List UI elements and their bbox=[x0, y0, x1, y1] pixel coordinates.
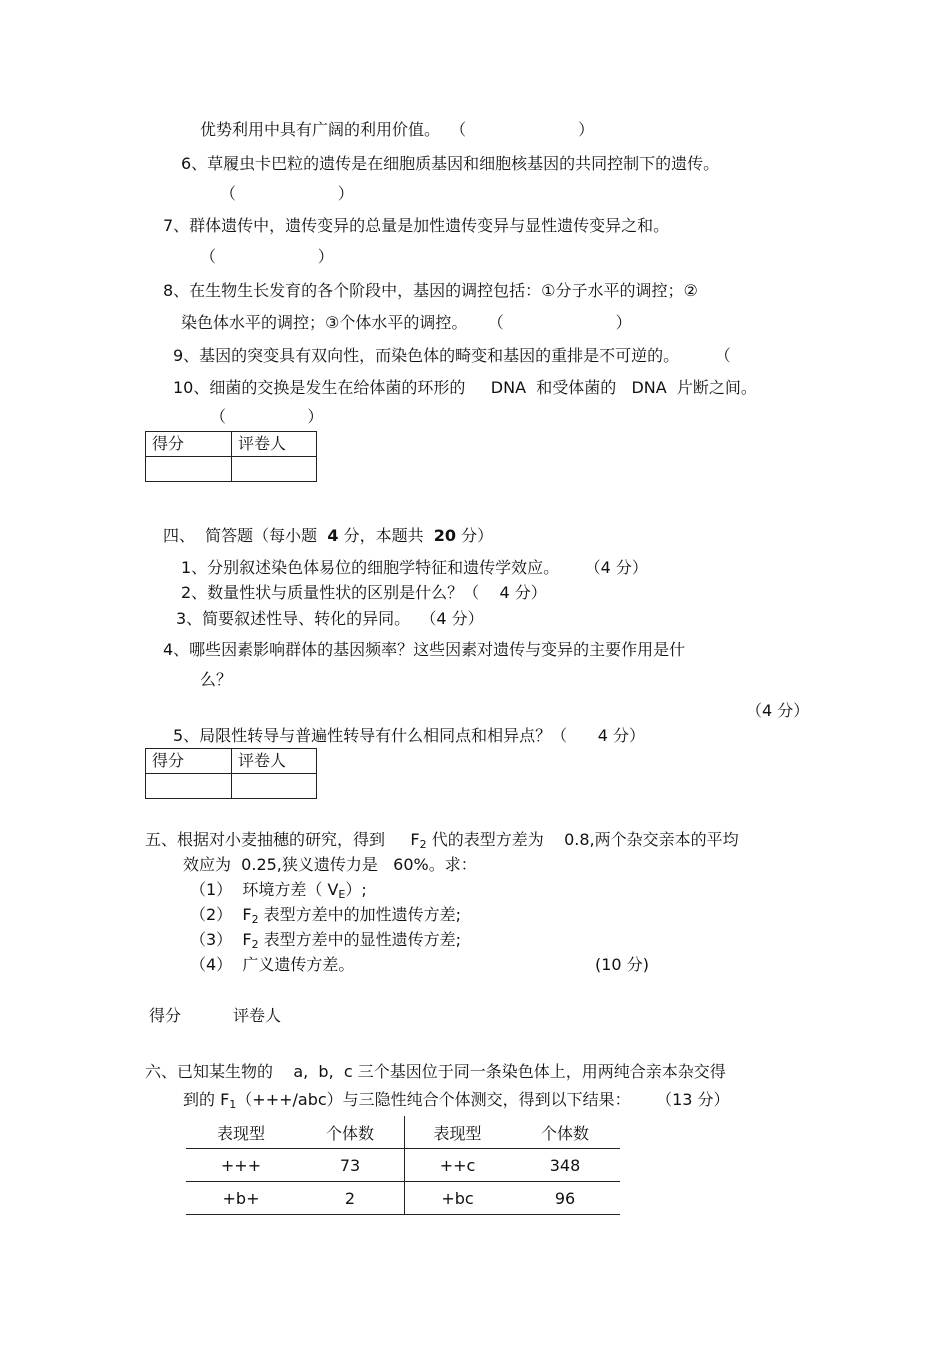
table-cell: +b+ bbox=[222, 1188, 260, 1208]
section4-heading: 四、 简答题（每小题 4 分，本题共 20 分） bbox=[163, 526, 494, 545]
section5-item3: （3） $F_2$ 表型方差中的显性遗传方差; bbox=[190, 930, 462, 951]
table-header: 个体数 bbox=[540, 1123, 589, 1143]
section6-line2: 到的 $F_1(+++/abc)$与三隐性纯合个体测交，得到以下结果： （13 分） bbox=[183, 1090, 730, 1111]
section5-line1: 五、根据对小麦抽穗的研究，得到 $F_2$ 代的表型方差为 0.8,两个杂交亲本的平均 bbox=[145, 830, 739, 851]
section6-line1: 六、已知某生物的 a, b, c 三个基因位于同一条染色体上，用两纯合亲本杂交得 bbox=[145, 1062, 726, 1081]
table-cell: ++c bbox=[439, 1155, 476, 1175]
table-row bbox=[186, 1149, 620, 1182]
tf-q8-continuation: 染色体水平的调控；③个体水平的调控。 （ ） bbox=[181, 313, 632, 332]
grader-label: 评卷人 bbox=[232, 749, 317, 774]
table-header: 个体数 bbox=[296, 1116, 405, 1149]
testcross-results-table bbox=[186, 1116, 620, 1215]
tf-q6-answer-blank[interactable]: （ ） bbox=[220, 184, 354, 203]
table-cell: 348 bbox=[549, 1155, 581, 1175]
tf-q5-continuation: 优势利用中具有广阔的利用价值。 （ ） bbox=[200, 120, 595, 139]
score-label: 得分 bbox=[146, 432, 232, 457]
section4-q3: 3、简要叙述性导、转化的异同。 （4 分） bbox=[176, 609, 484, 628]
section5-item2: （2） $F_2$ 表型方差中的加性遗传方差; bbox=[190, 905, 462, 926]
section5-item4: （4） 广义遗传方差。 bbox=[190, 955, 355, 974]
tf-q10: 10、细菌的交换是发生在给体菌的环形的 DNA 和受体菌的 DNA 片断之间。 bbox=[173, 378, 757, 397]
score-label: 得分 bbox=[149, 1006, 182, 1025]
score-entry[interactable] bbox=[146, 457, 232, 482]
score-box bbox=[145, 748, 317, 799]
tf-q7-answer-blank[interactable]: （ ） bbox=[200, 247, 334, 266]
table-row bbox=[186, 1182, 620, 1215]
grader-entry[interactable] bbox=[232, 774, 317, 799]
table-cell: 73 bbox=[296, 1149, 405, 1182]
score-entry[interactable] bbox=[146, 774, 232, 799]
section5-line2: 效应为 0.25,狭义遗传力是 60%。求： bbox=[183, 855, 477, 874]
section4-q4-continuation: 么？ bbox=[200, 670, 233, 689]
tf-q9: 9、基因的突变具有双向性，而染色体的畸变和基因的重排是不可逆的。 （ bbox=[173, 346, 731, 365]
section4-q1: 1、分别叙述染色体易位的细胞学特征和遗传学效应。 （4 分） bbox=[181, 558, 648, 577]
table-header: 表现型 bbox=[433, 1123, 482, 1143]
section4-q4-score: （4 分） bbox=[746, 701, 810, 720]
section4-q4: 4、哪些因素影响群体的基因频率？这些因素对遗传与变异的主要作用是什 bbox=[163, 640, 686, 659]
section5-item1: （1） 环境方差（ $V_E$）; bbox=[190, 880, 367, 901]
tf-q10-answer-blank[interactable]: （ ） bbox=[210, 407, 324, 426]
score-box bbox=[145, 431, 317, 482]
section4-q5: 5、局限性转导与普遍性转导有什么相同点和相异点？（ 4 分） bbox=[173, 726, 645, 745]
section5-score: (10 分) bbox=[595, 955, 649, 974]
grader-entry[interactable] bbox=[232, 457, 317, 482]
grader-label: 评卷人 bbox=[233, 1006, 282, 1025]
table-cell: 96 bbox=[554, 1188, 576, 1208]
tf-q8: 8、在生物生长发育的各个阶段中，基因的调控包括：①分子水平的调控；② bbox=[163, 281, 698, 300]
tf-q6: 6、草履虫卡巴粒的遗传是在细胞质基因和细胞核基因的共同控制下的遗传。 bbox=[181, 154, 720, 173]
grader-label: 评卷人 bbox=[232, 432, 317, 457]
table-cell: 2 bbox=[296, 1182, 405, 1215]
table-header: 表现型 bbox=[216, 1123, 265, 1143]
section4-q2: 2、数量性状与质量性状的区别是什么？（ 4 分） bbox=[181, 583, 547, 602]
tf-q7: 7、群体遗传中，遗传变异的总量是加性遗传变异与显性遗传变异之和。 bbox=[163, 216, 670, 235]
table-cell: +bc bbox=[441, 1188, 474, 1208]
score-label: 得分 bbox=[146, 749, 232, 774]
table-cell: +++ bbox=[220, 1155, 262, 1175]
